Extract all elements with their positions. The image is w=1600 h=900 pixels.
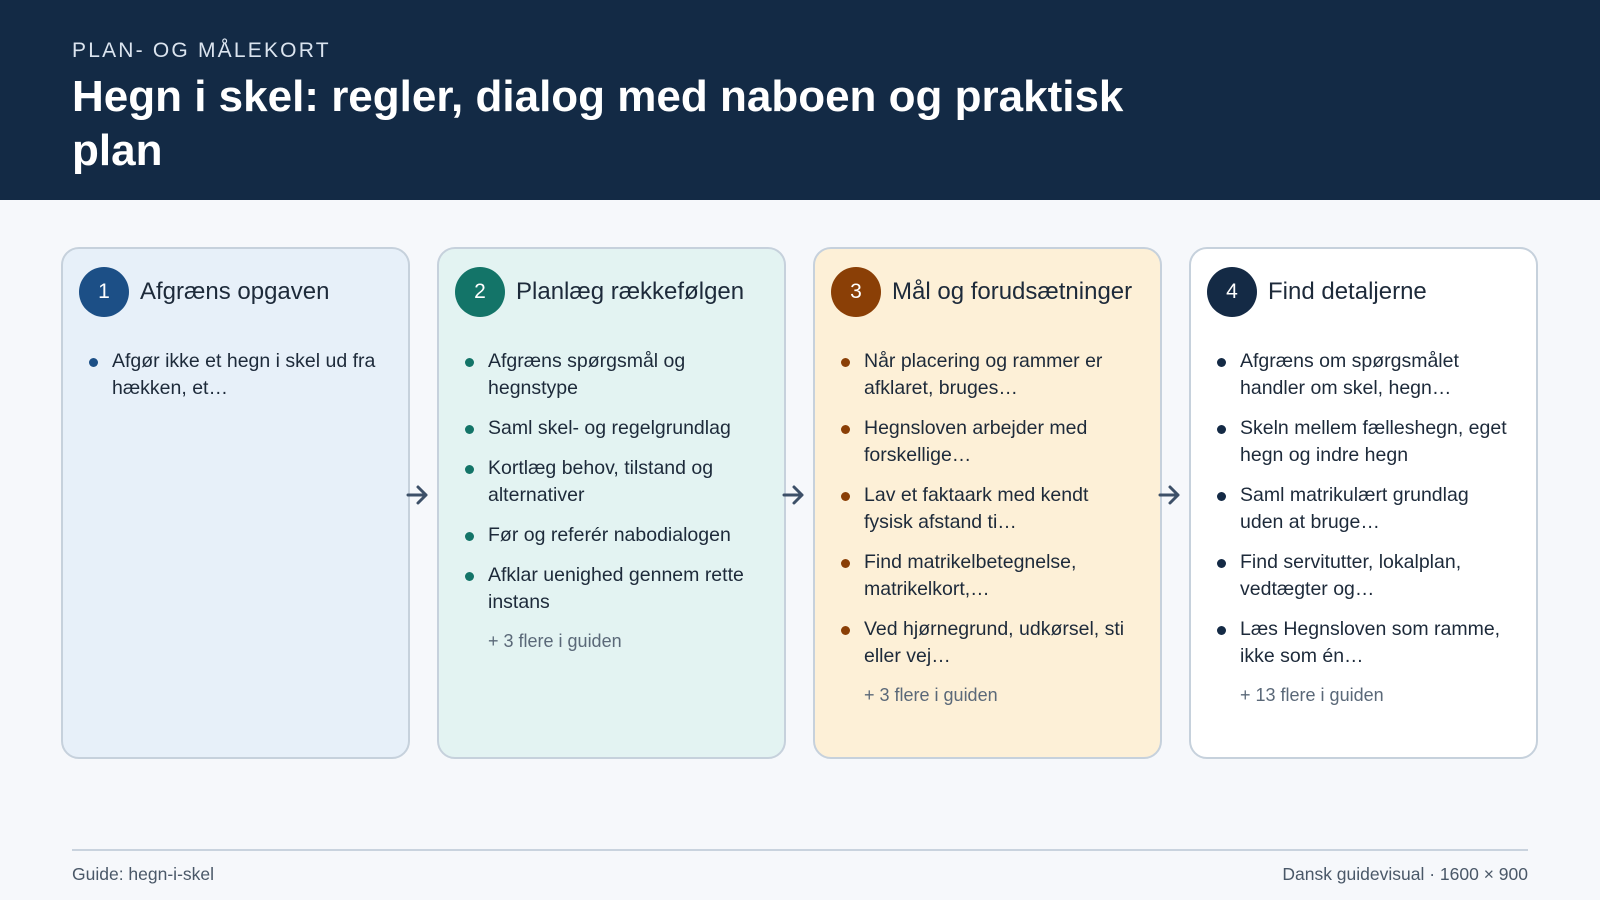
step-card-3 bbox=[813, 247, 1162, 759]
card-title: Planlæg rækkefølgen bbox=[516, 278, 745, 305]
bullet-icon bbox=[841, 425, 850, 434]
bullet-icon bbox=[1217, 626, 1226, 635]
page-title: Hegn i skel: regler, dialog med naboen og praktisk plan bbox=[72, 72, 1124, 175]
card-title: Find detaljerne bbox=[1268, 278, 1427, 305]
bullet-icon bbox=[1217, 425, 1226, 434]
more-in-guide-note: + 13 flere i guiden bbox=[1240, 685, 1384, 705]
list-item-text: Afklar uenighed gennem rette instans bbox=[488, 564, 744, 613]
arrow-right-icon bbox=[406, 483, 430, 507]
list-item bbox=[841, 482, 1141, 536]
list-item-text: Ved hjørnegrund, udkørsel, sti eller vej… bbox=[864, 618, 1125, 667]
card-item-list bbox=[1207, 348, 1520, 670]
list-item bbox=[841, 415, 1141, 469]
card-title: Mål og forudsætninger bbox=[892, 278, 1133, 305]
list-item bbox=[1217, 482, 1517, 536]
list-item bbox=[841, 616, 1141, 670]
list-item-text: Læs Hegnsloven som ramme, ikke som én… bbox=[1240, 618, 1501, 667]
list-item bbox=[89, 348, 389, 402]
list-item bbox=[465, 522, 765, 549]
bullet-icon bbox=[465, 358, 474, 367]
list-item-text: Kortlæg behov, tilstand og alternativer bbox=[488, 457, 714, 506]
list-item-text: Find matrikelbetegnelse, matrikelkort,… bbox=[864, 551, 1077, 600]
list-item-text: Afgræns spørgsmål og hegnstype bbox=[488, 350, 686, 399]
list-item bbox=[841, 549, 1141, 603]
bullet-icon bbox=[841, 358, 850, 367]
list-item-text: Afgør ikke et hegn i skel ud fra hækken, et… bbox=[112, 350, 376, 399]
step-cards bbox=[61, 247, 1539, 759]
footer-divider bbox=[72, 849, 1528, 851]
bullet-icon bbox=[841, 559, 850, 568]
bullet-icon bbox=[841, 626, 850, 635]
list-item bbox=[465, 562, 765, 616]
list-item bbox=[465, 348, 765, 402]
eyebrow-label: PLAN- OG MÅLEKORT bbox=[72, 39, 331, 62]
bullet-icon bbox=[465, 572, 474, 581]
footer-credit-label: Dansk guidevisual · 1600 × 900 bbox=[1282, 864, 1528, 884]
step-number-badge: 2 bbox=[455, 267, 505, 317]
card-title: Afgræns opgaven bbox=[140, 278, 330, 305]
list-item-text: Saml skel- og regelgrundlag bbox=[488, 417, 731, 439]
step-card-1 bbox=[61, 247, 410, 759]
card-item-list bbox=[455, 348, 768, 616]
card-item-list bbox=[79, 348, 392, 402]
list-item-text: Saml matrikulært grundlag uden at bruge… bbox=[1240, 484, 1469, 533]
list-item-text: Afgræns om spørgsmålet handler om skel, hegn… bbox=[1240, 350, 1459, 399]
list-item bbox=[465, 415, 765, 442]
bullet-icon bbox=[465, 425, 474, 434]
list-item bbox=[465, 455, 765, 509]
step-number-badge: 4 bbox=[1207, 267, 1257, 317]
bullet-icon bbox=[1217, 559, 1226, 568]
more-in-guide-note: + 3 flere i guiden bbox=[488, 631, 622, 651]
list-item bbox=[1217, 549, 1517, 603]
arrow-right-icon bbox=[782, 483, 806, 507]
more-in-guide-note: + 3 flere i guiden bbox=[864, 685, 998, 705]
list-item-text: Hegnsloven arbejder med forskellige… bbox=[864, 417, 1088, 466]
bullet-icon bbox=[465, 532, 474, 541]
list-item bbox=[1217, 616, 1517, 670]
list-item bbox=[1217, 415, 1517, 469]
step-number-badge: 3 bbox=[831, 267, 881, 317]
list-item-text: Find servitutter, lokalplan, vedtægter og… bbox=[1240, 551, 1462, 600]
header-banner bbox=[0, 0, 1600, 200]
bullet-icon bbox=[89, 358, 98, 367]
card-header bbox=[1207, 267, 1520, 317]
card-header bbox=[79, 267, 392, 317]
footer-source-label: Guide: hegn-i-skel bbox=[72, 864, 215, 884]
card-header bbox=[831, 267, 1144, 317]
list-item bbox=[1217, 348, 1517, 402]
list-item bbox=[841, 348, 1141, 402]
card-header bbox=[455, 267, 768, 317]
list-item-text: Når placering og rammer er afklaret, bruges… bbox=[864, 350, 1103, 399]
bullet-icon bbox=[1217, 358, 1226, 367]
arrow-right-icon bbox=[1158, 483, 1182, 507]
bullet-icon bbox=[1217, 492, 1226, 501]
list-item-text: Lav et faktaark med kendt fysisk afstand ti… bbox=[864, 484, 1089, 533]
list-item-text: Før og referér nabodialogen bbox=[488, 524, 731, 546]
bullet-icon bbox=[841, 492, 850, 501]
list-item-text: Skeln mellem fælleshegn, eget hegn og indre hegn bbox=[1240, 417, 1507, 466]
step-card-2 bbox=[437, 247, 786, 759]
bullet-icon bbox=[465, 465, 474, 474]
step-card-4 bbox=[1189, 247, 1538, 759]
card-item-list bbox=[831, 348, 1144, 670]
step-number-badge: 1 bbox=[79, 267, 129, 317]
